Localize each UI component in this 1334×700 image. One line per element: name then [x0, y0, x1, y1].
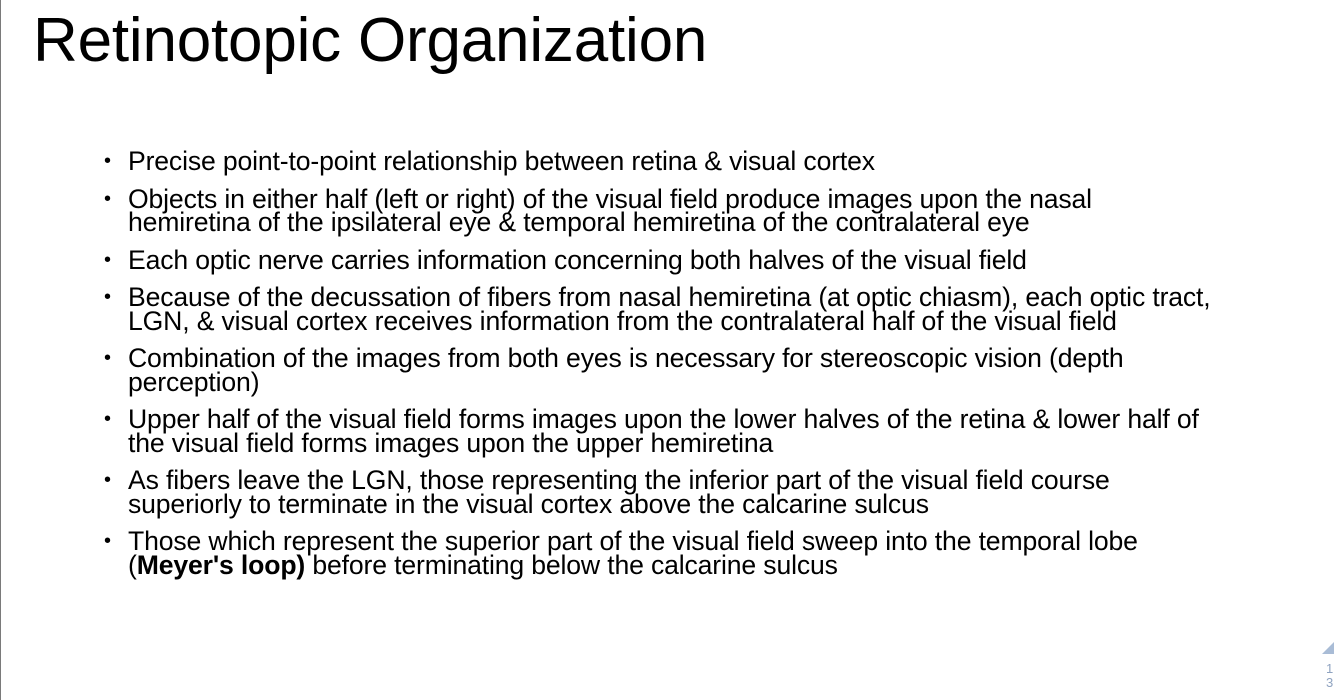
bullet-dot-icon: • [104, 248, 111, 271]
bullet-text: As fibers leave the LGN, those representing the inferior part of the visual field course superiorly to terminate in the visual cortex above the calcarine sulcus [128, 465, 1110, 519]
meyers-loop-term: Meyer's loop) [136, 549, 306, 580]
bullet-text-after: before terminating below the calcarine sulcus [305, 549, 838, 580]
bullet-item [104, 526, 1219, 580]
bullet-text: Objects in either half (left or right) of the visual field produce images upon the nasal hemiretina of the ipsilateral eye & temporal hemiretina of the contralateral eye [128, 183, 1092, 237]
triangle-up-icon[interactable] [1322, 642, 1334, 654]
slide-number-line-1: 1 [1326, 662, 1334, 676]
bullet-text: Precise point-to-point relationship between retina & visual cortex [128, 146, 875, 176]
bullet-text [128, 526, 1138, 580]
bullet-list [104, 146, 1219, 591]
slide-number-fragment [1326, 662, 1334, 690]
bullet-text: Combination of the images from both eyes is necessary for stereoscopic vision (depth perception) [128, 343, 1124, 397]
bullet-item [104, 404, 1219, 458]
slide-left-border [0, 0, 1, 700]
slide-number-line-2: 3 [1326, 675, 1334, 690]
bullet-dot-icon: • [104, 530, 111, 552]
bullet-dot-icon: • [104, 347, 111, 369]
bullet-dot-icon: • [104, 408, 111, 430]
bullet-item [104, 183, 1219, 237]
bullet-dot-icon: • [104, 150, 111, 172]
bullet-text-before: Those which represent the superior part of the visual field sweep into the temporal lobe ( [128, 526, 1138, 580]
bullet-text: Each optic nerve carries information concerning both halves of the visual field [128, 244, 1027, 275]
bullet-dot-icon: • [104, 286, 111, 308]
bullet-text: Because of the decussation of fibers from nasal hemiretina (at optic chiasm), each optic tract, LGN, & visual cortex receives information from the contralateral half of the visual field [128, 282, 1211, 336]
bullet-item [104, 465, 1219, 519]
bullet-dot-icon: • [104, 187, 111, 210]
bullet-text: Upper half of the visual field forms images upon the lower halves of the retina & lower half of the visual field forms images upon the upper hemiretina [128, 404, 1199, 458]
bullet-item [104, 244, 1219, 275]
bullet-item [104, 146, 1219, 176]
bullet-dot-icon: • [104, 469, 111, 491]
slide-title: Retinotopic Organization [33, 6, 708, 75]
bullet-item [104, 282, 1219, 336]
bullet-item [104, 343, 1219, 397]
